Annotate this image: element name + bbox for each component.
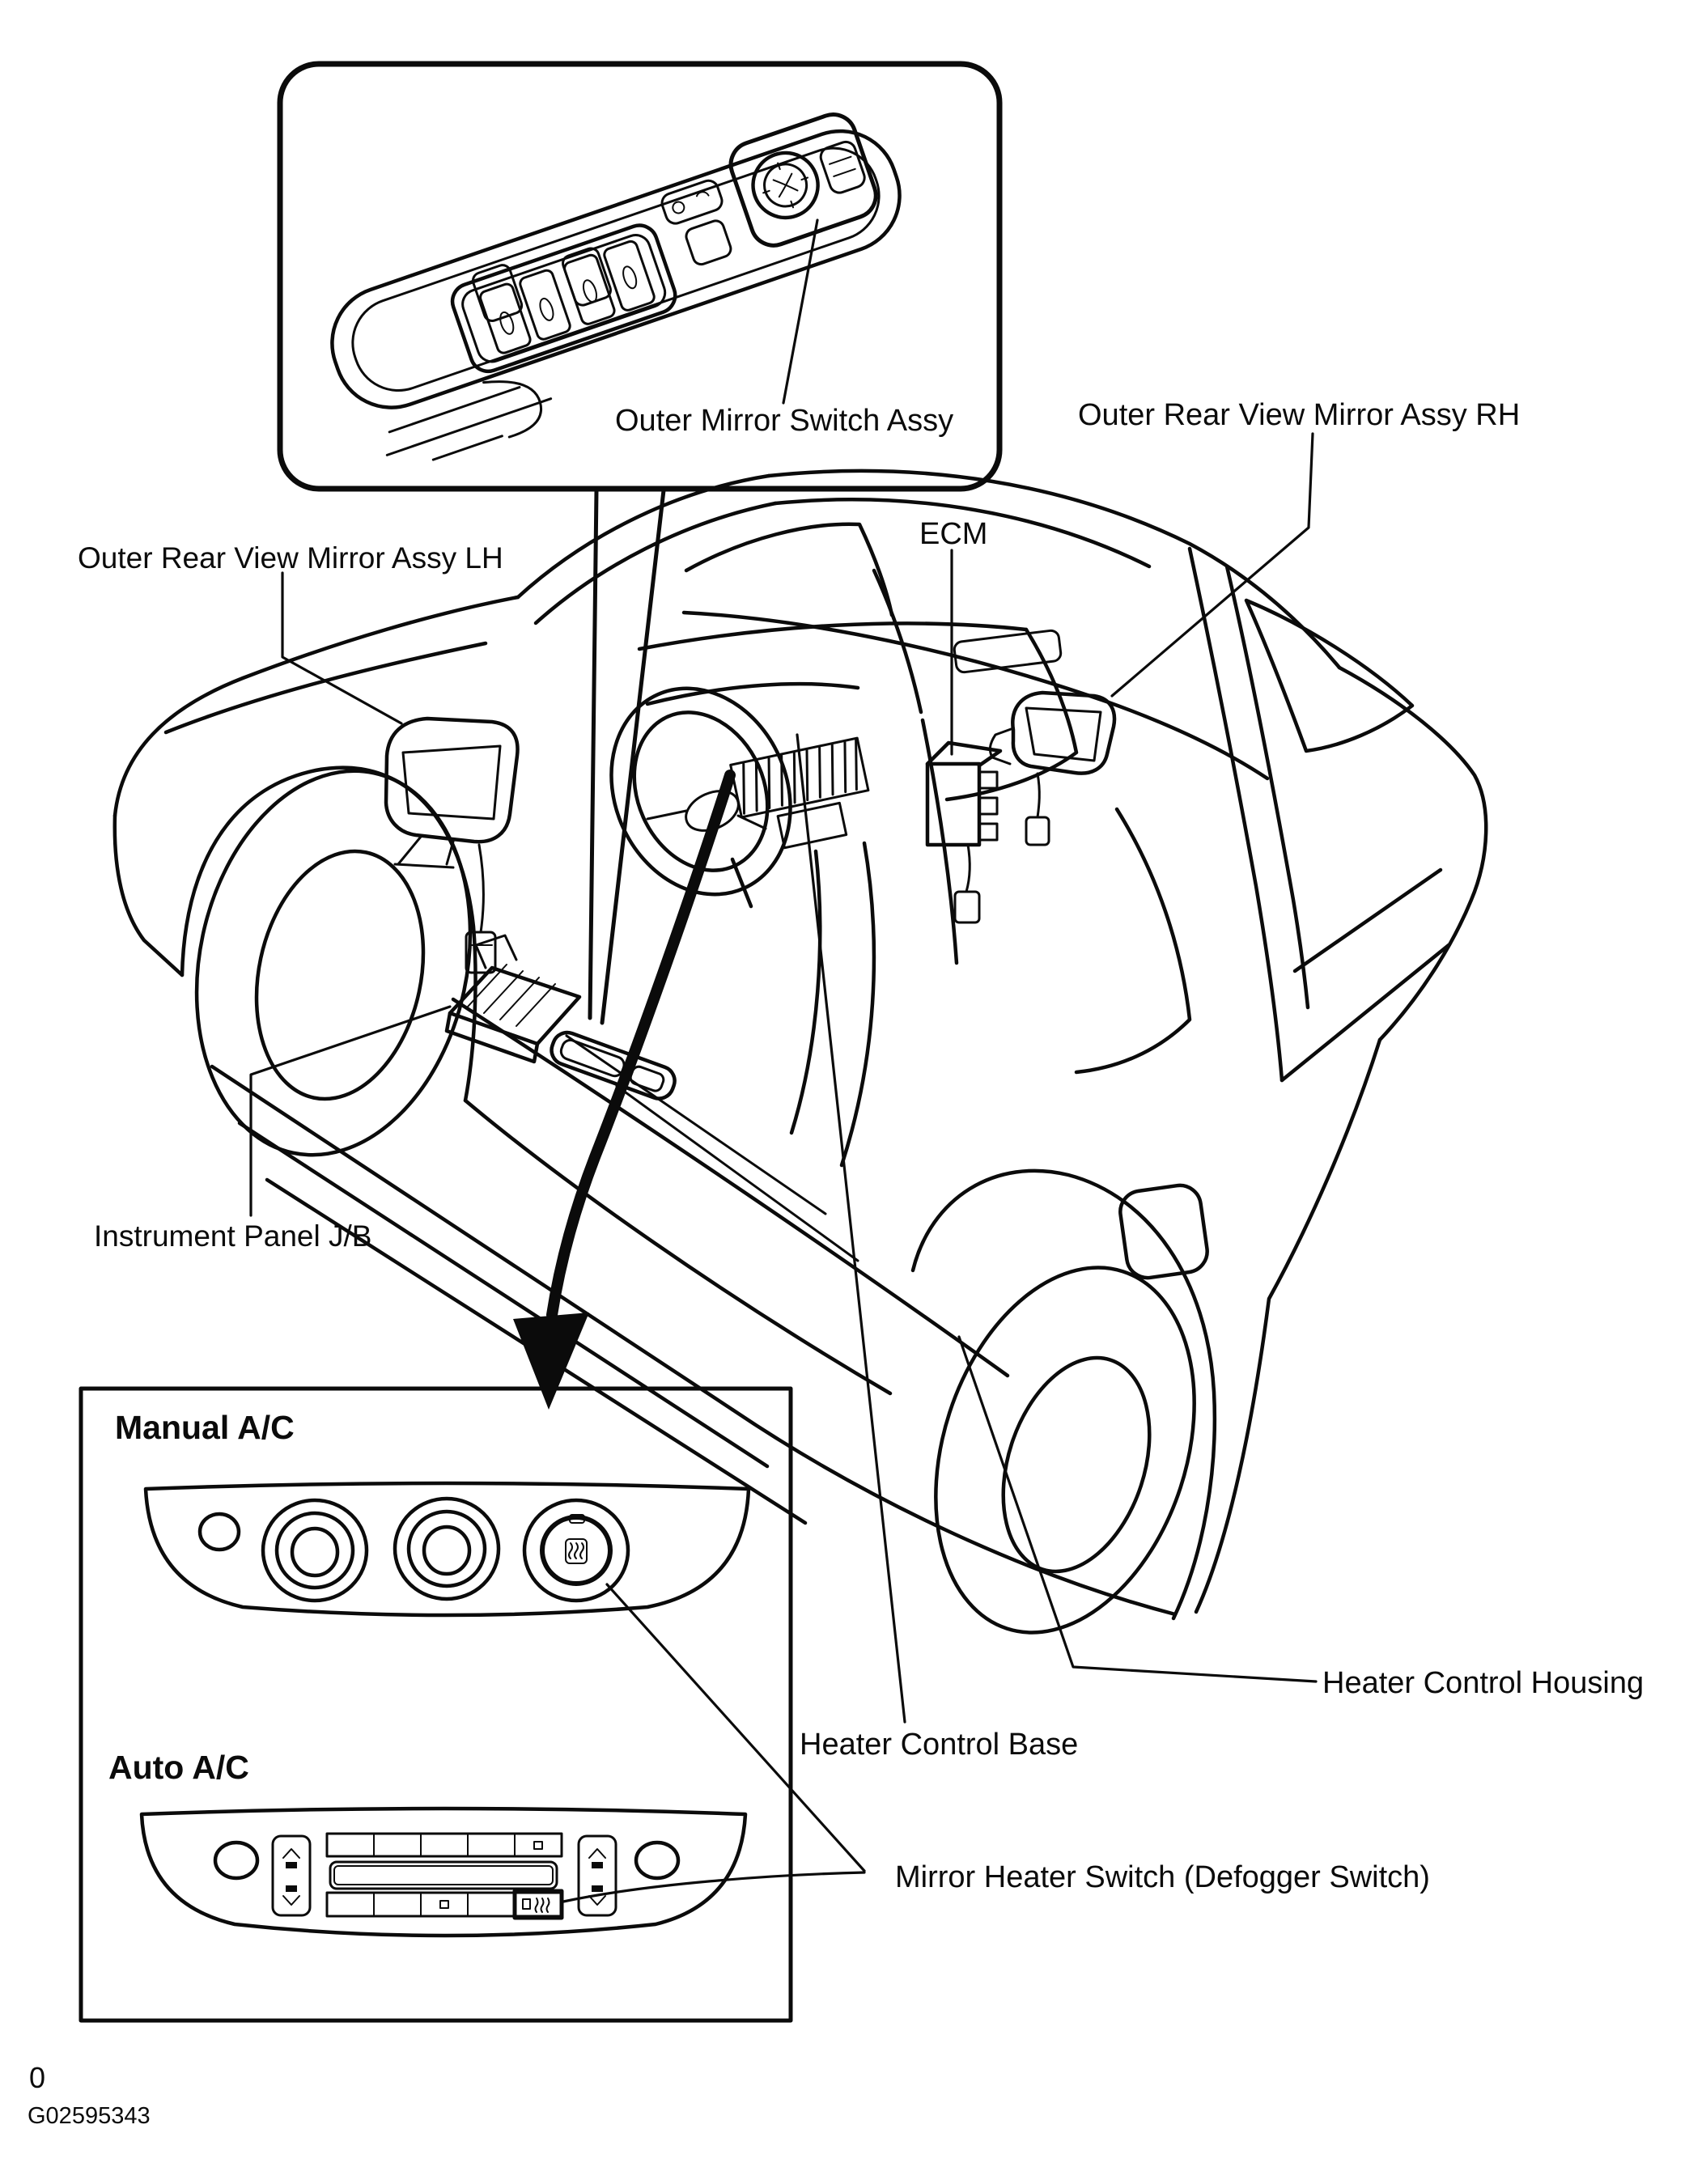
car-illustration (115, 471, 1486, 1666)
outer-mirror-lh (386, 719, 518, 973)
label-outer-mirror-lh: Outer Rear View Mirror Assy LH (78, 541, 503, 575)
leader-defogger-from-auto-button (563, 1872, 864, 1902)
chevron-up-icon (283, 1849, 299, 1858)
ecm-unit (927, 743, 1000, 922)
outer-mirror-rh (990, 693, 1114, 845)
manual-ac-indicator (200, 1514, 239, 1550)
auto-ac-right-rocker (579, 1836, 616, 1915)
manual-ac-knob-2 (395, 1499, 499, 1599)
mirror-rh-connector (1026, 817, 1049, 845)
ac-panels-box (81, 1389, 791, 2021)
fuel-door (1118, 1183, 1210, 1281)
steering-wheel (579, 659, 822, 923)
label-instrument-panel-jb: Instrument Panel J/B (94, 1219, 372, 1253)
mirror-defogger-icon (536, 1898, 550, 1912)
auto-ac-right-dial (636, 1843, 678, 1878)
mirror-rh-wire (1038, 774, 1039, 817)
manual-ac-panel (146, 1483, 749, 1615)
inset-panel (280, 64, 999, 489)
label-heater-control-base: Heater Control Base (800, 1728, 1079, 1762)
figure-code: G02595343 (28, 2103, 151, 2129)
front-wheel (163, 745, 505, 1181)
auto-ac-panel (142, 1809, 745, 1936)
mirror-defogger-icon (566, 1539, 587, 1563)
page-marker: 0 (29, 2061, 46, 2094)
rear-wheel (892, 1234, 1239, 1666)
manual-ac-defogger-knob (524, 1500, 628, 1601)
label-auto-ac: Auto A/C (108, 1749, 249, 1786)
mirror-lh-wire (479, 845, 484, 932)
auto-ac-left-rocker (273, 1836, 310, 1915)
leader-mirror-lh (282, 573, 401, 723)
auto-ac-center-stack (327, 1834, 562, 1918)
label-outer-mirror-switch-assy: Outer Mirror Switch Assy (615, 404, 954, 438)
label-manual-ac: Manual A/C (115, 1409, 295, 1446)
label-heater-control-housing: Heater Control Housing (1322, 1666, 1644, 1700)
chevron-down-icon (283, 1896, 299, 1905)
label-ecm: ECM (919, 517, 988, 551)
auto-ac-defogger-button (515, 1891, 562, 1918)
sill-switch-panel (547, 1028, 678, 1103)
label-mirror-heater-switch: Mirror Heater Switch (Defogger Switch) (895, 1860, 1430, 1894)
manual-ac-knob-1 (263, 1500, 367, 1601)
outer-mirror-switch (725, 108, 882, 252)
label-outer-mirror-rh: Outer Rear View Mirror Assy RH (1078, 398, 1521, 432)
ecm-connector (955, 892, 979, 922)
auto-ac-left-dial (215, 1843, 257, 1878)
blowup-wedge-left (590, 490, 596, 1018)
chevron-up-icon (589, 1849, 605, 1858)
window-lock-button (684, 218, 732, 266)
inset-label-leader (783, 220, 817, 403)
